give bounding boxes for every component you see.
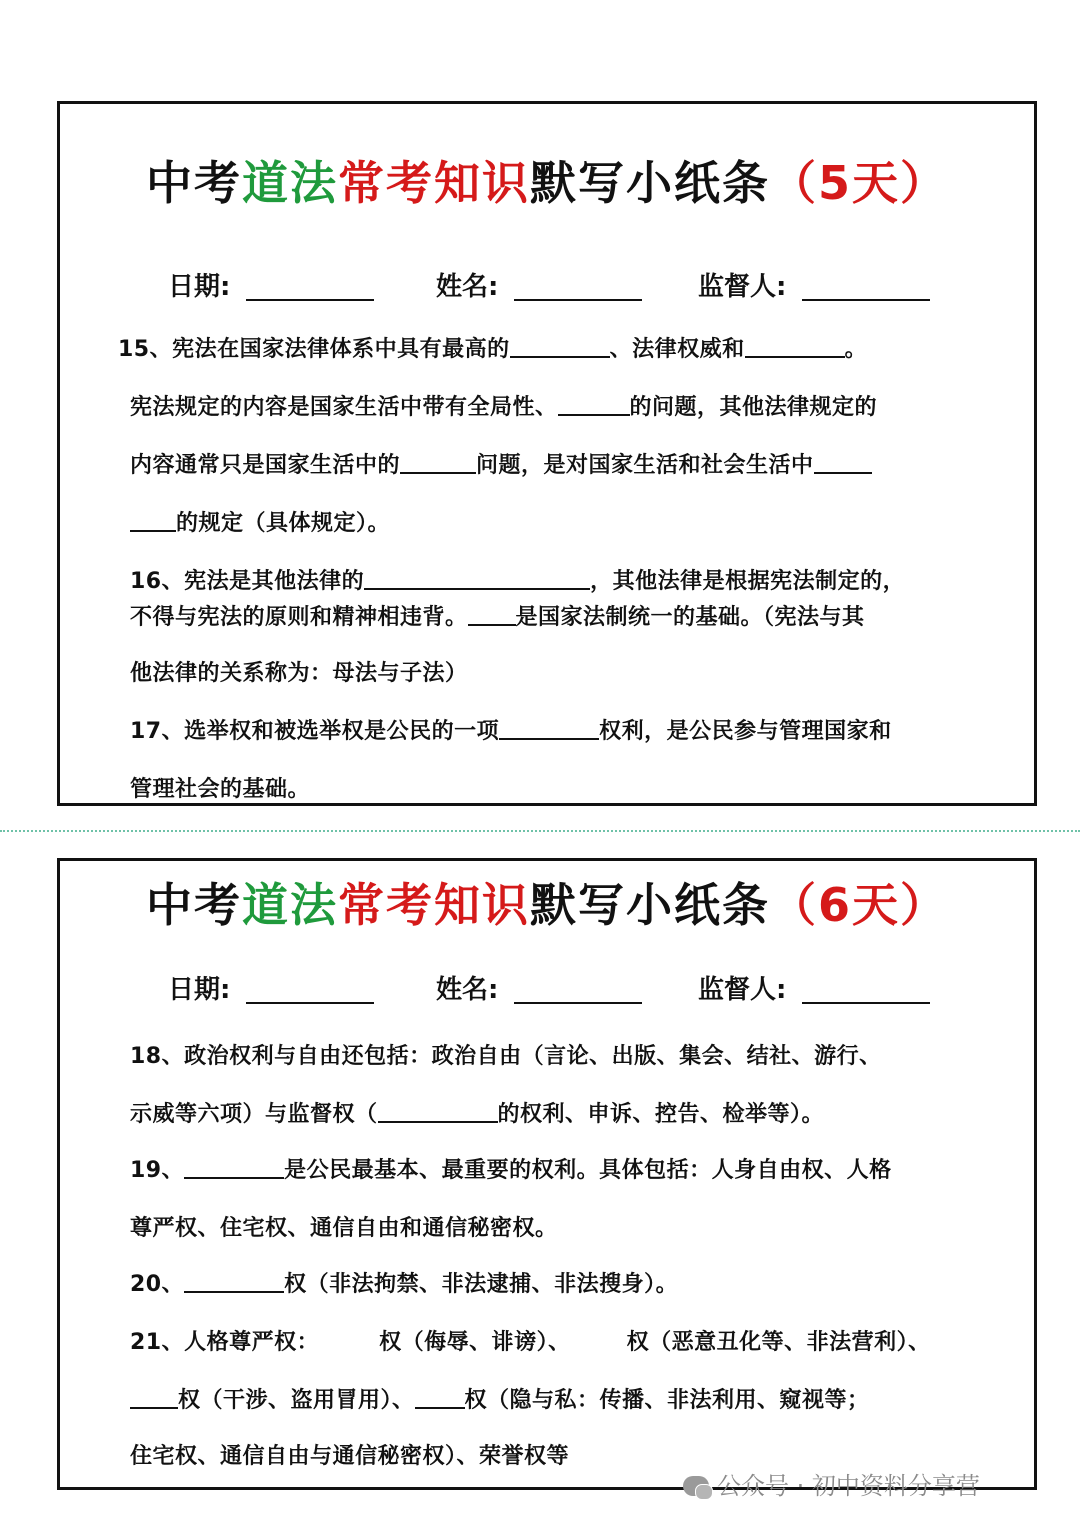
question-line: 20、 权（非法拘禁、非法逮捕、非法搜身）。 bbox=[130, 1272, 679, 1297]
question-line: 尊严权、住宅权、通信自由和通信秘密权。 bbox=[130, 1216, 558, 1241]
dictation-card-day6 bbox=[57, 858, 1037, 1490]
header-fields bbox=[168, 969, 948, 1009]
question-line: 权（干涉、盗用冒用）、 权（隐与私：传播、非法利用、窥视等； bbox=[130, 1383, 870, 1414]
supervisor-input-line[interactable] bbox=[802, 978, 930, 1004]
supervisor-input-line[interactable] bbox=[802, 275, 930, 301]
question-line: 管理社会的基础。 bbox=[130, 777, 311, 802]
watermark bbox=[683, 1466, 980, 1501]
answer-blank[interactable] bbox=[510, 338, 610, 358]
supervisor-field bbox=[698, 969, 930, 1006]
supervisor-field bbox=[698, 266, 930, 303]
answer-blank[interactable] bbox=[814, 454, 872, 474]
title-day: （6天） bbox=[769, 878, 948, 932]
answer-blank[interactable] bbox=[745, 338, 845, 358]
date-label: 日期: bbox=[168, 975, 231, 1005]
question-line: 17、选举权和被选举权是公民的一项 权利，是公民参与管理国家和 bbox=[130, 719, 892, 744]
title-part-red: 常考知识 bbox=[337, 878, 530, 932]
date-input-line[interactable] bbox=[246, 275, 374, 301]
answer-blank[interactable] bbox=[378, 1103, 498, 1123]
question-line: 的规定（具体规定）。 bbox=[130, 506, 390, 537]
question-line: 16、宪法是其他法律的 ，其他法律是根据宪法制定的， bbox=[130, 569, 906, 594]
date-field bbox=[168, 266, 374, 303]
question-line: 他法律的关系称为：母法与子法） bbox=[130, 661, 468, 686]
name-label: 姓名: bbox=[436, 975, 499, 1005]
question-line: 18、政治权利与自由还包括：政治自由（言论、出版、集会、结社、游行、 bbox=[130, 1044, 882, 1069]
title-part: 默写小纸条 bbox=[529, 156, 770, 210]
question-line: 15、宪法在国家法律体系中具有最高的 、法律权威和 。 bbox=[118, 337, 868, 362]
dictation-card-day5 bbox=[57, 101, 1037, 806]
answer-blank[interactable] bbox=[558, 396, 630, 416]
name-label: 姓名: bbox=[436, 272, 499, 302]
answer-blank[interactable] bbox=[130, 512, 176, 532]
supervisor-label: 监督人: bbox=[698, 272, 787, 302]
title-part-green: 道法 bbox=[241, 878, 338, 932]
answer-blank[interactable] bbox=[400, 454, 476, 474]
watermark-text: 公众号 · 初中资料分享营 bbox=[717, 1472, 980, 1500]
question-line: 19、 是公民最基本、最重要的权利。具体包括：人身自由权、人格 bbox=[130, 1158, 892, 1183]
header-fields bbox=[168, 266, 948, 306]
answer-blank[interactable] bbox=[415, 1389, 465, 1409]
card-title bbox=[60, 147, 1034, 213]
date-label: 日期: bbox=[168, 272, 231, 302]
question-line: 宪法规定的内容是国家生活中带有全局性、 的问题，其他法律规定的 bbox=[130, 395, 878, 420]
question-line: 不得与宪法的原则和精神相违背。 是国家法制统一的基础。（宪法与其 bbox=[130, 605, 865, 630]
question-line: 住宅权、通信自由与通信秘密权）、荣誉权等 bbox=[130, 1444, 570, 1469]
answer-blank[interactable] bbox=[184, 1273, 284, 1293]
title-part-red: 常考知识 bbox=[337, 156, 530, 210]
title-day: （5天） bbox=[769, 156, 948, 210]
question-line: 21、人格尊严权： 权（侮辱、诽谤）、 权（恶意丑化等、非法营利）、 bbox=[130, 1330, 931, 1355]
question-line: 示威等六项）与监督权（ 的权利、申诉、控告、检举等）。 bbox=[130, 1102, 825, 1127]
answer-blank[interactable] bbox=[364, 570, 590, 590]
title-part: 中考 bbox=[145, 878, 242, 932]
name-field bbox=[436, 969, 642, 1006]
date-field bbox=[168, 969, 374, 1006]
question-line: 内容通常只是国家生活中的 问题，是对国家生活和社会生活中 bbox=[130, 448, 872, 479]
title-part-green: 道法 bbox=[241, 156, 338, 210]
answer-blank[interactable] bbox=[184, 1159, 284, 1179]
dotted-divider bbox=[0, 830, 1080, 832]
title-part: 默写小纸条 bbox=[529, 878, 770, 932]
title-part: 中考 bbox=[145, 156, 242, 210]
answer-blank[interactable] bbox=[468, 606, 516, 626]
card-title bbox=[60, 869, 1034, 935]
answer-blank[interactable] bbox=[130, 1389, 178, 1409]
date-input-line[interactable] bbox=[246, 978, 374, 1004]
name-input-line[interactable] bbox=[514, 978, 642, 1004]
wechat-icon bbox=[683, 1476, 709, 1496]
answer-blank[interactable] bbox=[499, 720, 599, 740]
supervisor-label: 监督人: bbox=[698, 975, 787, 1005]
name-input-line[interactable] bbox=[514, 275, 642, 301]
name-field bbox=[436, 266, 642, 303]
